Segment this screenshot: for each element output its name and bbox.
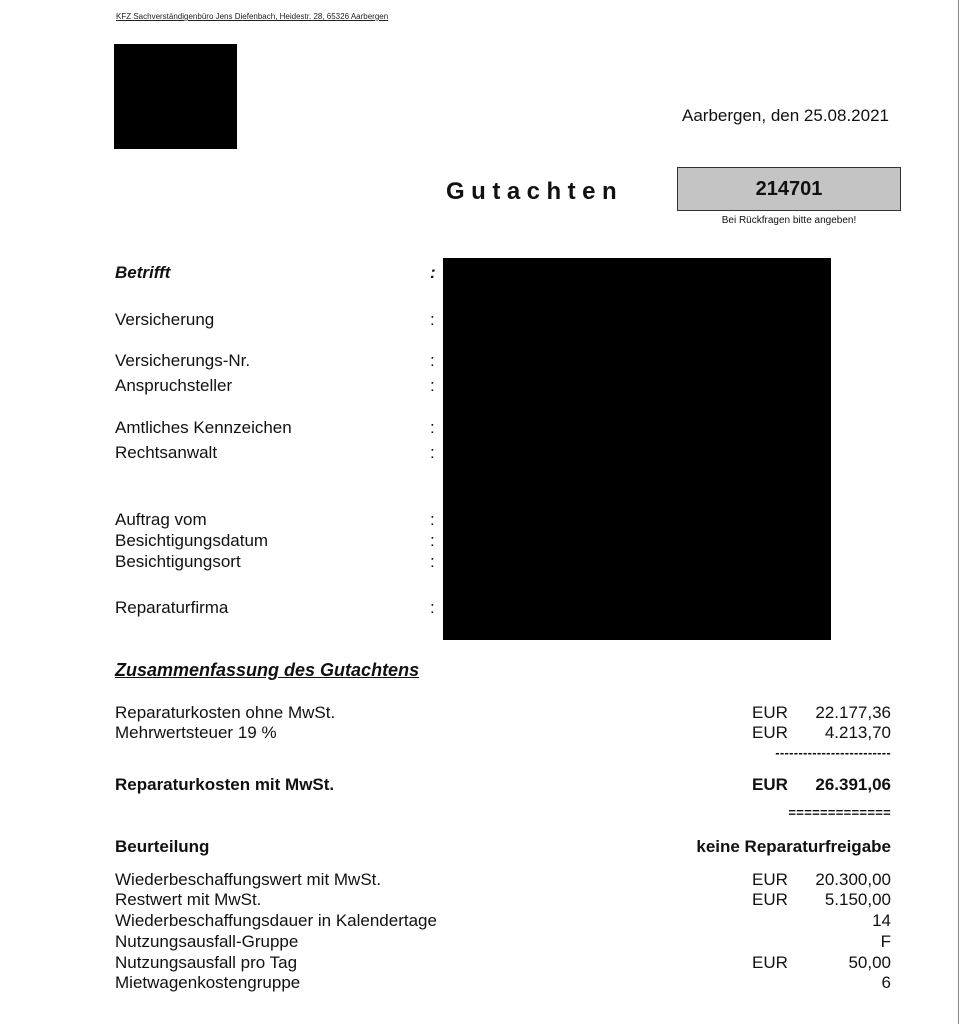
page-edge-border [958, 0, 973, 1024]
field-label-besichtigungsort: Besichtigungsort [115, 552, 241, 571]
total-currency: EUR [752, 775, 788, 794]
summary-row-label: Reparaturkosten ohne MwSt. [115, 703, 336, 722]
assessment-row-label: Wiederbeschaffungswert mit MwSt. [115, 870, 382, 889]
reference-number-box [677, 167, 901, 211]
assessment-row-amount: 5.150,00 [824, 890, 891, 909]
summary-heading: Zusammenfassung des Gutachtens [115, 660, 420, 680]
field-colon: : [430, 552, 435, 571]
assessment-row-currency: EUR [752, 953, 788, 972]
field-colon: : [430, 263, 436, 282]
document-title: Gutachten [446, 178, 624, 205]
field-colon: : [430, 443, 435, 462]
field-colon: : [430, 418, 435, 437]
redacted-field-values [443, 258, 831, 640]
total-amount: 26.391,06 [815, 775, 891, 794]
assessment-row-label: Nutzungsausfall pro Tag [115, 953, 298, 972]
field-colon: : [430, 531, 435, 550]
reference-number: 214701 [755, 177, 823, 200]
field-colon: : [430, 310, 435, 329]
summary-row-amount: 4.213,70 [824, 723, 891, 742]
summary-row-amount: 22.177,36 [815, 703, 891, 722]
redacted-logo [114, 44, 237, 149]
field-colon: : [430, 510, 435, 529]
assessment-row-label: Mietwagenkostengruppe [115, 973, 301, 992]
assessment-row-label: Wiederbeschaffungsdauer in Kalendertage [115, 911, 437, 930]
field-colon: : [430, 598, 435, 617]
reference-note: Bei Rückfragen bitte angeben! [721, 215, 857, 226]
dash-divider: ------------------------- [775, 745, 891, 760]
assessment-value: keine Reparaturfreigabe [696, 837, 891, 856]
assessment-label: Beurteilung [115, 837, 210, 856]
field-label-auftrag-vom: Auftrag vom [115, 510, 207, 529]
summary-row-currency: EUR [752, 723, 788, 742]
summary-row-label: Mehrwertsteuer 19 % [115, 723, 277, 742]
field-label-anspruchsteller: Anspruchsteller [115, 376, 233, 395]
assessment-row-amount: 14 [872, 911, 891, 930]
summary-row-currency: EUR [752, 703, 788, 722]
assessment-row-currency: EUR [752, 890, 788, 909]
assessment-row-label: Restwert mit MwSt. [115, 890, 262, 909]
assessment-row-amount: 20.300,00 [815, 870, 891, 889]
total-label: Reparaturkosten mit MwSt. [115, 775, 335, 794]
assessment-row-label: Nutzungsausfall-Gruppe [115, 932, 299, 951]
field-label-kennzeichen: Amtliches Kennzeichen [115, 418, 292, 437]
sender-address-line: KFZ Sachverständigenbüro Jens Diefenbach, Heidestr. 28, 65326 Aarbergen [116, 12, 389, 21]
assessment-row-currency: EUR [752, 870, 788, 889]
field-label-rechtsanwalt: Rechtsanwalt [115, 443, 218, 462]
field-label-betrifft: Betrifft [115, 263, 171, 282]
field-colon: : [430, 351, 435, 370]
field-label-versicherungs-nr: Versicherungs-Nr. [115, 351, 251, 370]
assessment-row-amount: 50,00 [848, 953, 891, 972]
field-label-besichtigungsdatum: Besichtigungsdatum [115, 531, 269, 550]
field-colon: : [430, 376, 435, 395]
field-label-versicherung: Versicherung [115, 310, 215, 329]
assessment-row-amount: F [880, 932, 891, 951]
date-line: Aarbergen, den 25.08.2021 [682, 106, 890, 125]
double-divider: ============= [788, 805, 891, 820]
assessment-row-amount: 6 [881, 973, 891, 992]
field-label-reparaturfirma: Reparaturfirma [115, 598, 229, 617]
